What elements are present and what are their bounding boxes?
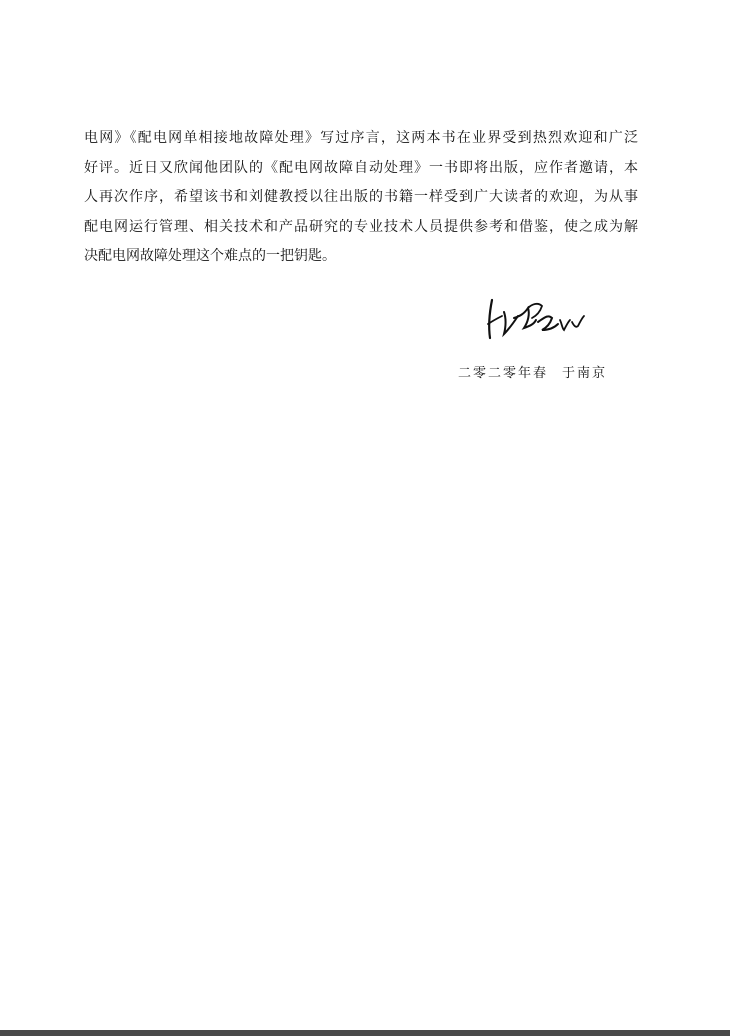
- paragraph-line: 决配电网故障处理这个难点的一把钥匙。: [84, 248, 336, 264]
- signature-place: 于南京: [562, 366, 608, 381]
- paragraph-line: 配电网运行管理、相关技术和产品研究的专业技术人员提供参考和借鉴，使之成为解: [84, 218, 638, 235]
- bottom-border: [0, 1030, 730, 1036]
- signature-date: 二零二零年春: [458, 366, 549, 381]
- signature-date-line: [458, 362, 607, 381]
- paragraph-line: 好评。近日又欣闻他团队的《配电网故障自动处理》一书即将出版，应作者邀请，本: [84, 159, 638, 176]
- preface-paragraph: [84, 124, 644, 272]
- paragraph-line: 电网》《配电网单相接地故障处理》写过序言，这两本书在业界受到热烈欢迎和广泛: [84, 130, 638, 146]
- handwritten-signature: [484, 294, 590, 346]
- paragraph-line: 人再次作序，希望该书和刘健教授以往出版的书籍一样受到广大读者的欢迎，为从事: [84, 189, 638, 205]
